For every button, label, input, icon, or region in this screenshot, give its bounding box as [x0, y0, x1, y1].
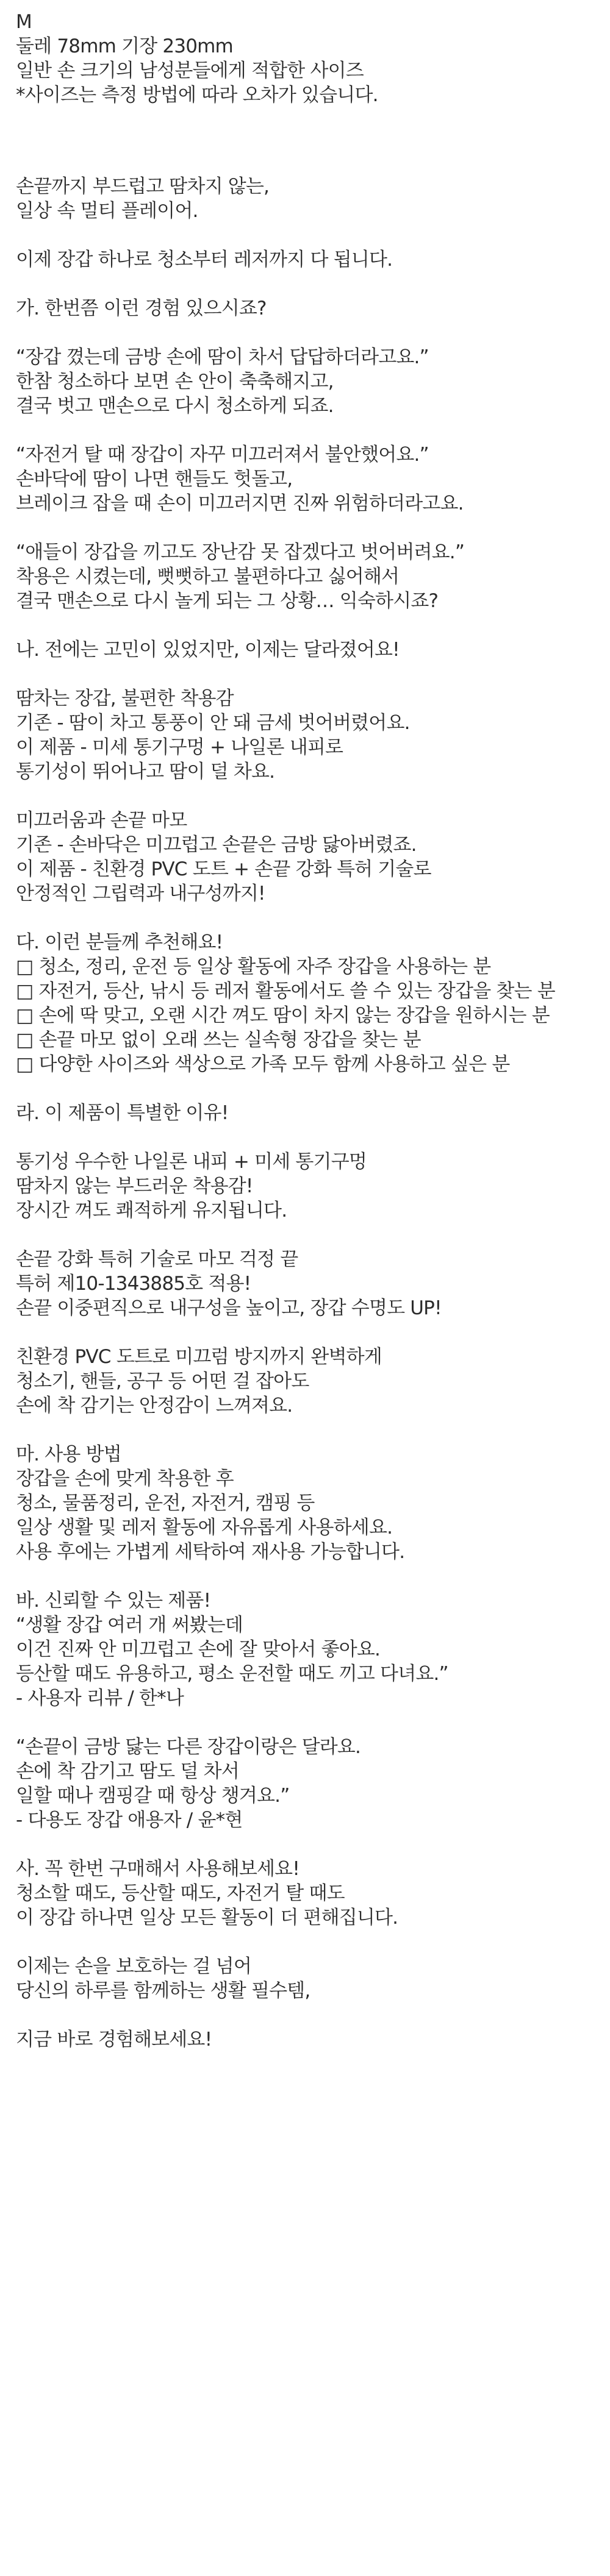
- spacer: [16, 1564, 610, 1589]
- spacer: [16, 1076, 610, 1101]
- section-ga-heading: 가. 한번쯤 이런 경험 있으시죠?: [16, 297, 267, 319]
- usage-line-4: 사용 후에는 가볍게 세탁하여 재사용 가능합니다.: [16, 1541, 405, 1563]
- section-na-heading: 나. 전에는 고민이 있었지만, 이제는 달라졌어요!: [16, 639, 400, 661]
- review-1-author: - 사용자 리뷰 / 한*나: [16, 1687, 184, 1709]
- review-2-author: - 다용도 장갑 애용자 / 윤*현: [16, 1809, 243, 1831]
- section-ra-heading: 라. 이 제품이 특별한 이유!: [16, 1102, 229, 1124]
- problem-1-line-1: 한참 청소하다 보면 손 안이 축축해지고,: [16, 371, 334, 393]
- point-1-title: 땀차는 장갑, 불편한 착용감: [16, 688, 234, 710]
- review-1-line-3: 등산할 때도 유용하고, 평소 운전할 때도 끼고 다녀요.”: [16, 1663, 448, 1685]
- recommend-item: □ 손에 딱 맞고, 오랜 시간 껴도 땀이 차지 않는 장갑을 원하시는 분: [16, 1005, 550, 1026]
- reason-1-line-2: 땀차지 않는 부드러운 착용감!: [16, 1175, 253, 1197]
- problem-1-quote: “장갑 꼈는데 금방 손에 땀이 차서 답답하더라고요.”: [16, 346, 429, 368]
- size-note: *사이즈는 측정 방법에 따라 오차가 있습니다.: [16, 84, 378, 106]
- point-1-after: 이 제품 - 미세 통기구멍 + 나일론 내피로: [16, 736, 343, 758]
- problem-2-line-1: 손바닥에 땀이 나면 핸들도 헛돌고,: [16, 468, 293, 490]
- spacer: [16, 2003, 610, 2027]
- spacer: [16, 516, 610, 540]
- spacer: [16, 1320, 610, 1345]
- reason-2-line-2: 특허 제10-1343885호 적용!: [16, 1273, 251, 1295]
- spacer: [16, 1930, 610, 1954]
- spacer: [16, 1223, 610, 1247]
- recommend-item: □ 손끝 마모 없이 오래 쓰는 실속형 장갑을 찾는 분: [16, 1029, 421, 1051]
- spacer: [16, 418, 610, 443]
- point-2-title: 미끄러움과 손끝 마모: [16, 809, 187, 831]
- section-ma-heading: 마. 사용 방법: [16, 1443, 121, 1465]
- point-2-after-2: 안정적인 그립력과 내구성까지!: [16, 883, 265, 905]
- recommend-item: □ 다양한 사이즈와 색상으로 가족 모두 함께 사용하고 싶은 분: [16, 1053, 510, 1075]
- reason-1-line-1: 통기성 우수한 나일론 내피 + 미세 통기구멍: [16, 1151, 367, 1173]
- point-2-after: 이 제품 - 친환경 PVC 도트 + 손끝 강화 특허 기술로: [16, 858, 431, 880]
- reason-3-line-3: 손에 착 감기는 안정감이 느껴져요.: [16, 1395, 293, 1417]
- review-1-line-1: “생활 장갑 여러 개 써봤는데: [16, 1614, 243, 1636]
- problem-2-quote: “자전거 탈 때 장갑이 자꾸 미끄러져서 불안했어요.”: [16, 444, 429, 466]
- spacer: [16, 662, 610, 686]
- cta-line-1: 청소할 때도, 등산할 때도, 자전거 탈 때도: [16, 1882, 345, 1904]
- recommend-item: □ 청소, 정리, 운전 등 일상 활동에 자주 장갑을 사용하는 분: [16, 956, 491, 978]
- review-2-line-3: 일할 때나 캠핑갈 때 항상 챙겨요.”: [16, 1785, 290, 1807]
- review-2-line-2: 손에 착 감기고 땀도 덜 차서: [16, 1760, 239, 1782]
- reason-2-line-3: 손끝 이중편직으로 내구성을 높이고, 장갑 수명도 UP!: [16, 1297, 442, 1319]
- spacer: [16, 784, 610, 808]
- problem-2-line-2: 브레이크 잡을 때 손이 미끄러지면 진짜 위험하더라고요.: [16, 493, 464, 514]
- reason-3-line-1: 친환경 PVC 도트로 미끄럼 방지까지 완벽하게: [16, 1346, 382, 1368]
- section-da-heading: 다. 이런 분들께 추천해요!: [16, 931, 223, 953]
- point-1-before: 기존 - 땀이 차고 통풍이 안 돼 금세 벗어버렸어요.: [16, 712, 410, 734]
- reason-1-line-3: 장시간 껴도 쾌적하게 유지됩니다.: [16, 1200, 287, 1222]
- closing-line-1: 이제는 손을 보호하는 걸 넘어: [16, 1955, 251, 1977]
- spacer: [16, 613, 610, 638]
- spacer: [16, 906, 610, 930]
- problem-3-line-1: 착용은 시켰는데, 뻣뻣하고 불편하다고 싫어해서: [16, 566, 400, 588]
- intro-line-2: 일상 속 멀티 플레이어.: [16, 200, 198, 222]
- point-1-after-2: 통기성이 뛰어나고 땀이 덜 차요.: [16, 761, 275, 783]
- reason-3-line-2: 청소기, 핸들, 공구 등 어떤 걸 잡아도: [16, 1370, 309, 1392]
- cta-line-2: 이 장갑 하나면 일상 모든 활동이 더 편해집니다.: [16, 1907, 398, 1929]
- intro-line-3: 이제 장갑 하나로 청소부터 레저까지 다 됩니다.: [16, 249, 393, 271]
- problem-3-quote: “애들이 장갑을 끼고도 장난감 못 잡겠다고 벗어버려요.”: [16, 541, 465, 563]
- size-label: M: [16, 11, 32, 33]
- review-2-line-1: “손끝이 금방 닳는 다른 장갑이랑은 달라요.: [16, 1736, 361, 1758]
- usage-line-1: 장갑을 손에 맞게 착용한 후: [16, 1468, 234, 1490]
- intro-line-1: 손끝까지 부드럽고 땀차지 않는,: [16, 176, 270, 197]
- spacer: [16, 107, 610, 174]
- usage-line-2: 청소, 물품정리, 운전, 자전거, 캠핑 등: [16, 1492, 315, 1514]
- spacer: [16, 1832, 610, 1857]
- reason-2-line-1: 손끝 강화 특허 기술로 마모 걱정 끝: [16, 1248, 298, 1270]
- spacer: [16, 321, 610, 345]
- point-2-before: 기존 - 손바닥은 미끄럽고 손끝은 금방 닳아버렸죠.: [16, 834, 417, 856]
- review-1-line-2: 이건 진짜 안 미끄럽고 손에 잘 맞아서 좋아요.: [16, 1638, 381, 1660]
- spacer: [16, 1418, 610, 1442]
- closing-line-2: 당신의 하루를 함께하는 생활 필수템,: [16, 1980, 310, 2002]
- section-sa-heading: 사. 꼭 한번 구매해서 사용해보세요!: [16, 1858, 300, 1880]
- closing-line-3: 지금 바로 경험해보세요!: [16, 2029, 212, 2051]
- problem-3-line-2: 결국 맨손으로 다시 놀게 되는 그 상황… 익숙하시죠?: [16, 590, 439, 612]
- spacer: [16, 1710, 610, 1735]
- size-fit: 일반 손 크기의 남성분들에게 적합한 사이즈: [16, 60, 364, 82]
- usage-line-3: 일상 생활 및 레저 활동에 자유롭게 사용하세요.: [16, 1517, 393, 1539]
- spacer: [16, 223, 610, 247]
- problem-1-line-2: 결국 벗고 맨손으로 다시 청소하게 되죠.: [16, 395, 334, 417]
- section-ba-heading: 바. 신뢰할 수 있는 제품!: [16, 1590, 211, 1612]
- size-spec: 둘레 78mm 기장 230mm: [16, 35, 233, 57]
- spacer: [16, 272, 610, 296]
- spacer: [16, 1125, 610, 1150]
- recommend-item: □ 자전거, 등산, 낚시 등 레저 활동에서도 쓸 수 있는 장갑을 찾는 분: [16, 980, 555, 1002]
